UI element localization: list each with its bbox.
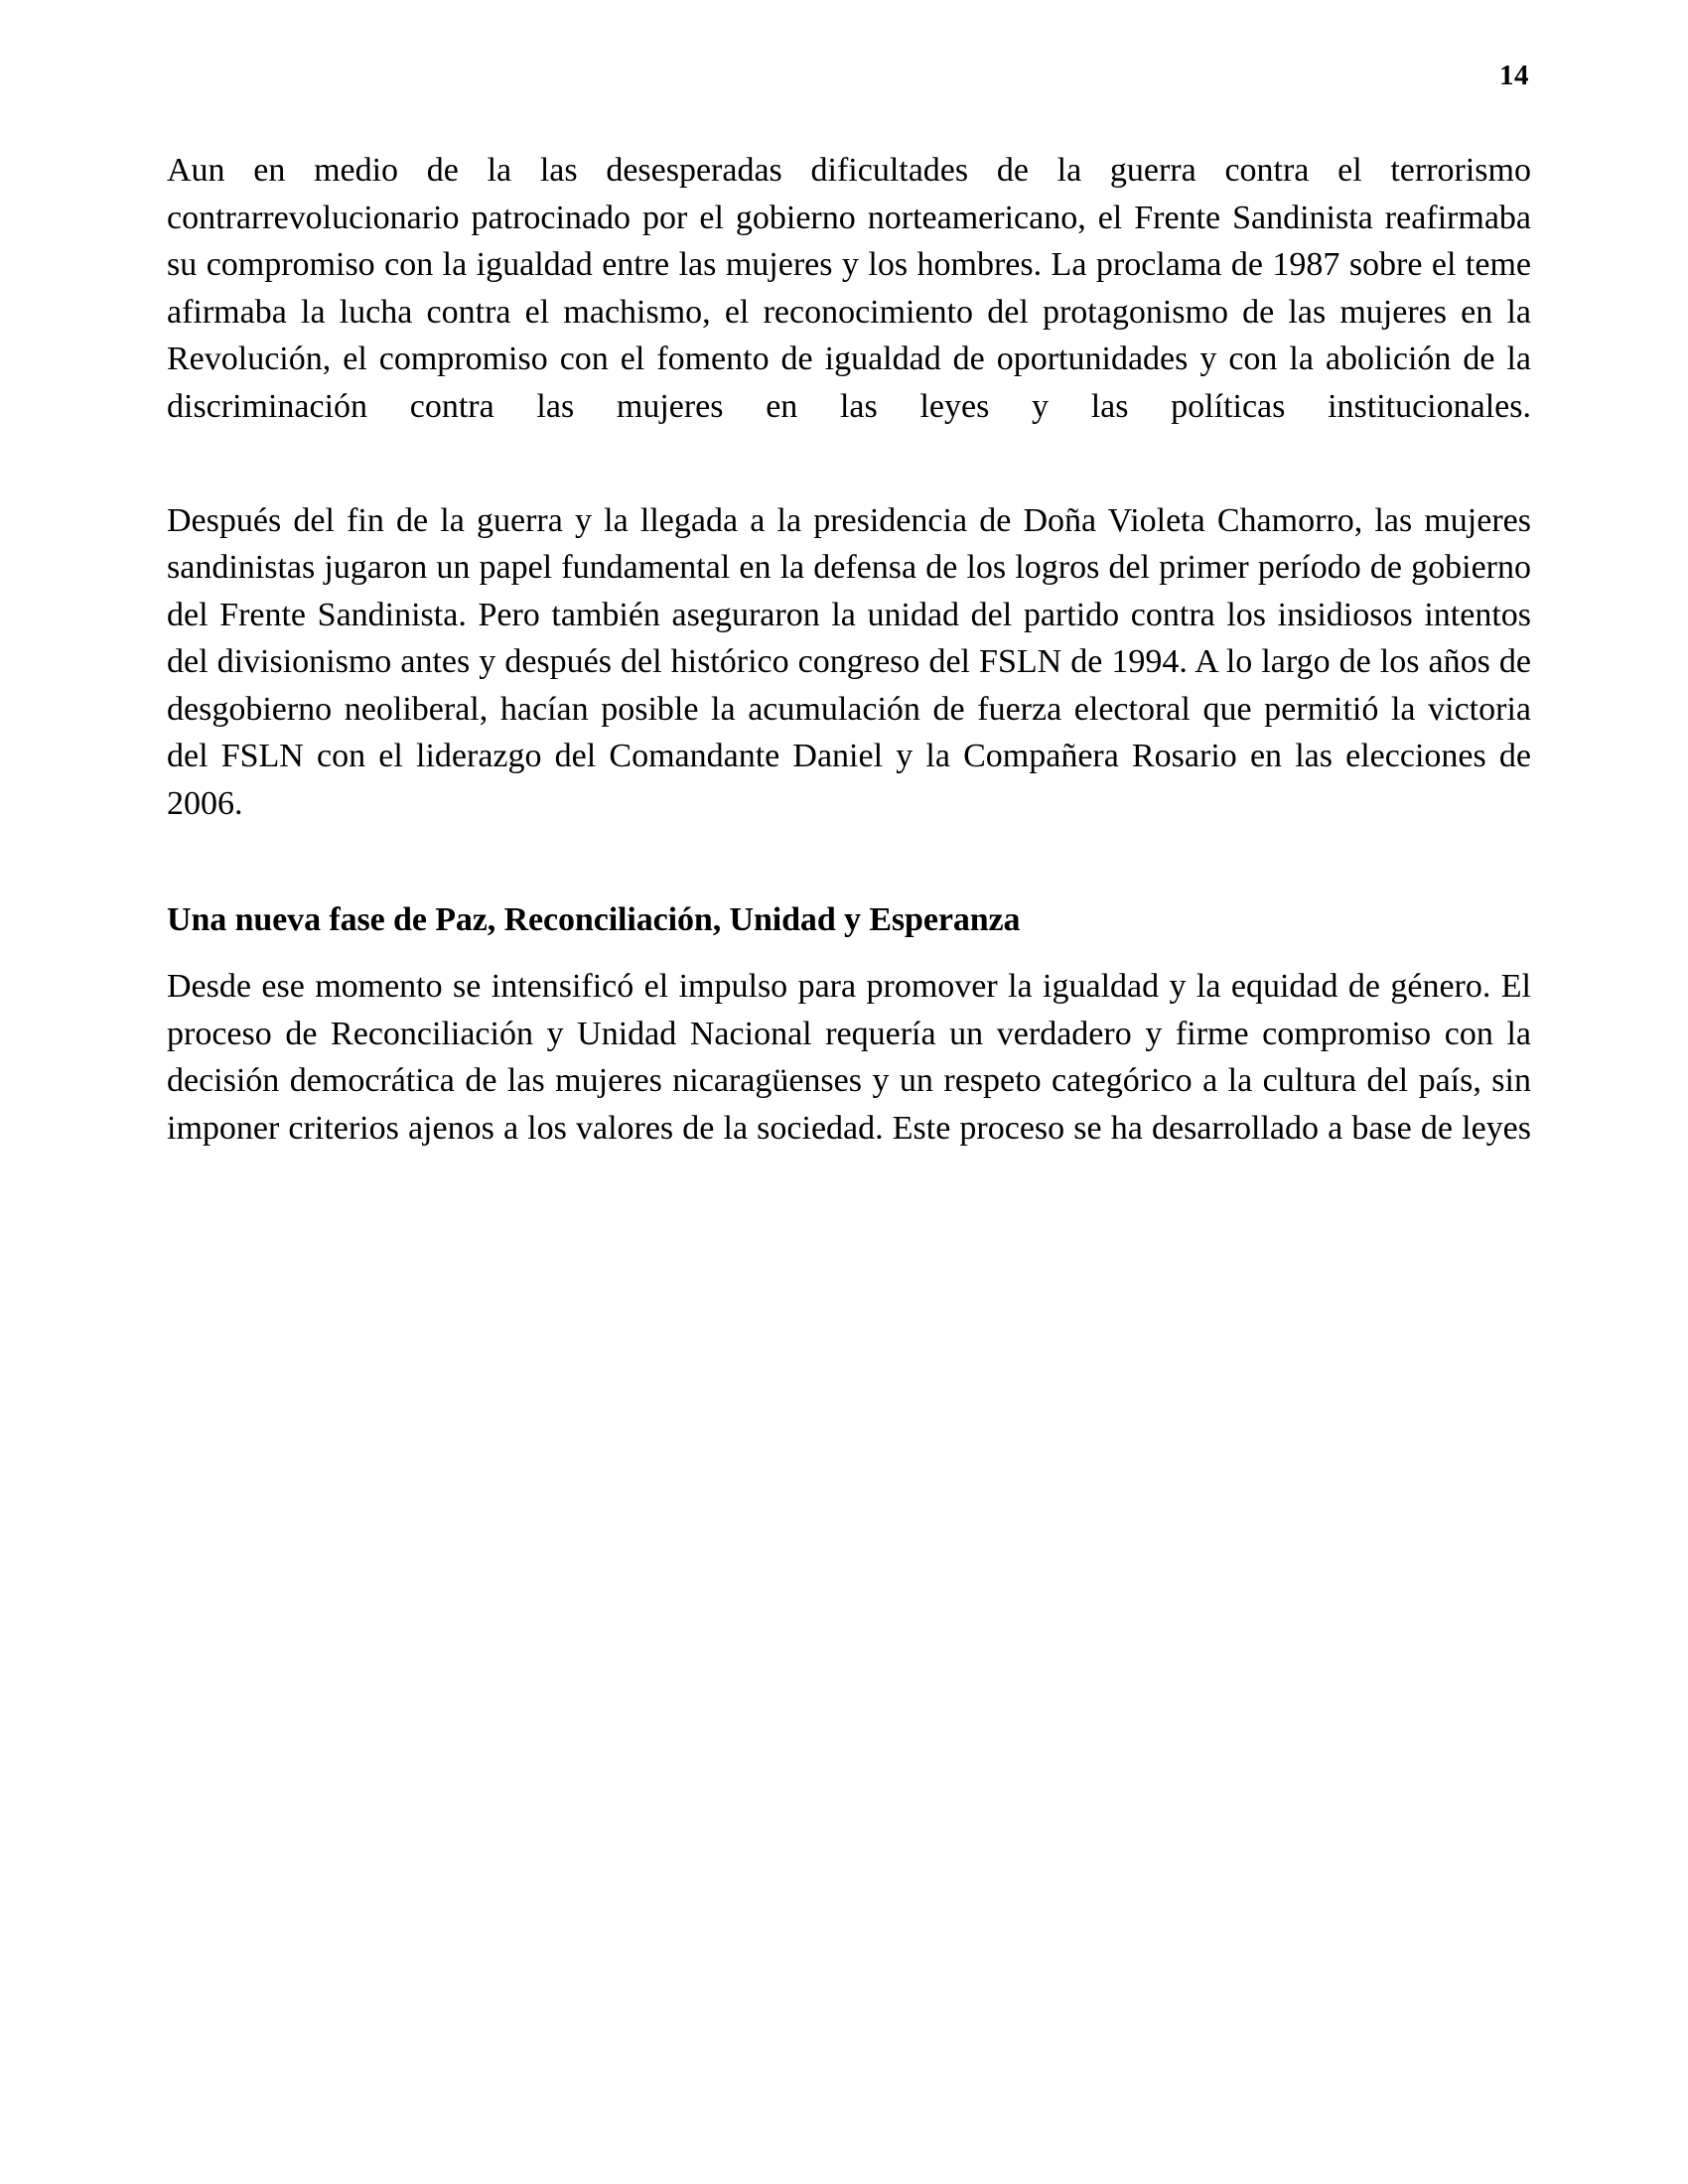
paragraph-2: Después del fin de la guerra y la llegada a la presidencia de Doña Violeta Chamorro, las mujeres sandinistas jugaron un papel fundamental en la defensa de los logros del primer período de gobierno del Frente Sandinista. Pero también aseguraron la unidad del partido contra los insidiosos intentos del divisionismo antes y después del histórico congreso del FSLN de 1994. A lo largo de los años de desgobierno neoliberal, hacían posible la acumulación de fuerza electoral que permitió la victoria del FSLN con el liderazgo del Comandante Daniel y la Compañera Rosario en las elecciones de 2006. bbox=[167, 501, 1531, 822]
body-text-column bbox=[167, 147, 1531, 1199]
paragraph-3: Desde ese momento se intensificó el impulso para promover la igualdad y la equidad de género. El proceso de Reconciliación y Unidad Nacional requería un verdadero y firme compromiso con la decisión democrática de las mujeres nicaragüenses y un respeto categórico a la cultura del país, sin imponer criterios ajenos a los valores de la sociedad. Este proceso se ha desarrollado a base de leyes bbox=[167, 968, 1531, 1147]
page-number: 14 bbox=[1499, 60, 1529, 91]
section-heading: Una nueva fase de Paz, Reconciliación, Unidad y Esperanza bbox=[167, 900, 1021, 938]
paragraph-1: Aun en medio de la las desesperadas dificultades de la guerra contra el terrorismo contrarrevolucionario patrocinado por el gobierno norteamericano, el Frente Sandinista reafirmaba su compromiso con la igualdad entre las mujeres y los hombres. La proclama de 1987 sobre el teme afirmaba la lucha contra el machismo, el reconocimiento del protagonismo de las mujeres en la Revolución, el compromiso con el fomento de igualdad de oportunidades y con la abolición de la discriminación contra las mujeres en las leyes y las políticas institucionales. bbox=[167, 152, 1531, 425]
